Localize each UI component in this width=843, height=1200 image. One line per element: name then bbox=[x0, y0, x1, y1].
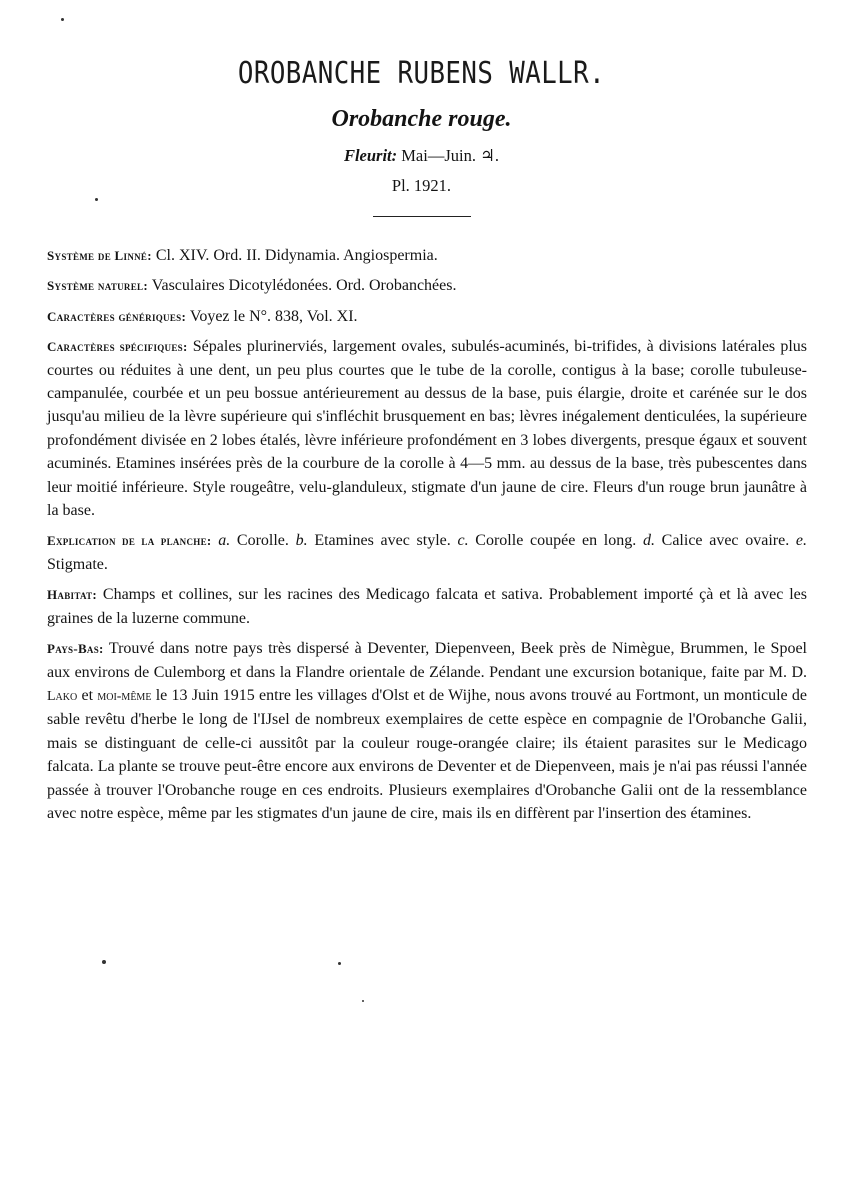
legend-key-a: a. bbox=[218, 532, 231, 550]
section-label: Habitat: bbox=[47, 587, 98, 603]
page-title: OROBANCHE RUBENS WALLR. bbox=[237, 56, 606, 91]
section-label: Caractères spécifiques: bbox=[47, 339, 188, 355]
section-text: Vasculaires Dicotylédonées. Ord. Orobanchées. bbox=[151, 277, 457, 295]
legend-text-c: Corolle coupée en long. bbox=[475, 532, 637, 550]
section-label: Pays-Bas: bbox=[47, 641, 104, 657]
flowering-label: Fleurit: bbox=[343, 146, 398, 165]
legend-text-d: Calice avec ovaire. bbox=[661, 532, 790, 550]
header-divider bbox=[373, 216, 471, 217]
scan-speck bbox=[102, 960, 106, 964]
person-name-moi-meme: moi-même bbox=[97, 688, 152, 704]
section-label: Système naturel: bbox=[47, 278, 148, 294]
legend-text-e: Stigmate. bbox=[47, 555, 108, 573]
section-naturel bbox=[47, 274, 807, 297]
section-habitat bbox=[47, 583, 807, 630]
section-linne bbox=[47, 244, 807, 267]
section-paysbas bbox=[47, 637, 807, 825]
legend-key-c: c. bbox=[457, 532, 469, 550]
section-text: Voyez le N°. 838, Vol. XI. bbox=[189, 307, 358, 325]
section-label: Système de Linné: bbox=[47, 248, 152, 263]
flowering-value: Mai—Juin. ♃. bbox=[401, 146, 500, 165]
section-text-continued: le 13 Juin 1915 entre les villages d'Olst et de Wijhe, nous avons trouvé au Fortmont, un monticule de sable revêtu d'herbe le long de l'IJsel de nombreux exemplaires de cette espèce en compagnie de l'Orobanche Galii, mais se distinguant de celle-ci aussitôt par la couleur rouge-orangée claire; ils étaient parasites sur le Medicago falcata. La plante se trouve peut-être encore aux environs de Deventer et de Diepenveen, mais je n'ai pas réussi l'année passée à trouver l'Orobanche rouge en ces endroits. Plusieurs exemplaires d'Orobanche Galii ont de la ressemblance avec notre espèce, même par les stigmates d'un jaune de cire, mais ils en diffèrent par l'insertion des étamines. bbox=[47, 686, 808, 822]
scan-speck bbox=[362, 1000, 364, 1002]
section-text: Sépales plurinerviés, largement ovales, subulés-acuminés, bi-trifides, à divisions latérales plus courtes ou réduites à une dent, un peu plus courtes que le tube de la corolle, contigus à la base; corolle tubuleuse-campanulée, courbée et un peu bossue antérieurement au dessus de la base, puis élargie, droite et carénée sur le dos jusqu'au milieu de la lèvre supérieure qui s'infléchit brusquement en bas; lèvres inégalement denticulées, la supérieure profondément divisée en 2 lobes étalés, lèvre inférieure profondément en 3 lobes divergents, presque égaux et souvent acuminés. Etamines insérées près de la courbure de la corolle à 4—5 mm. au dessus de la base, très pubescentes dans leur moitié inférieure. Style rougeâtre, velu-glanduleux, stigmate d'un jaune de cire. Fleurs d'un rouge brun jaunâtre à la base. bbox=[47, 338, 807, 520]
scan-speck bbox=[95, 198, 98, 201]
legend-key-e: e. bbox=[795, 532, 808, 550]
legend-text-b: Etamines avec style. bbox=[314, 532, 451, 550]
conjunction: et bbox=[81, 686, 94, 704]
plate-number: Pl. 1921. bbox=[391, 176, 452, 195]
legend-text-a: Corolle. bbox=[236, 532, 289, 550]
section-label: Caractères génériques: bbox=[47, 308, 187, 324]
section-text: Trouvé dans notre pays très dispersé à Deventer, Diepenveen, Beek près de Nimègue, Brummen, le Spoel aux environs de Culemborg et dans la Flandre orientale de Zélande. Pendant une excursion botanique, faite par M. D. bbox=[47, 640, 808, 681]
legend-key-d: d. bbox=[642, 532, 655, 550]
section-text: Cl. XIV. Ord. II. Didynamia. Angiospermia. bbox=[155, 247, 438, 264]
section-text: Champs et collines, sur les racines des Medicago falcata et sativa. Probablement importé çà et là avec les graines de la luzerne commune. bbox=[47, 586, 808, 627]
section-generiques bbox=[47, 305, 807, 328]
section-specifiques bbox=[47, 335, 807, 522]
description-body bbox=[47, 244, 807, 832]
page-subtitle: Orobanche rouge. bbox=[331, 106, 512, 132]
scan-speck bbox=[338, 962, 341, 965]
section-label: Explication de la planche: bbox=[47, 533, 212, 549]
scan-speck bbox=[61, 18, 64, 21]
section-explication bbox=[47, 529, 807, 576]
flowering-line bbox=[0, 146, 843, 166]
person-name-lako: Lako bbox=[47, 688, 78, 704]
legend-key-b: b. bbox=[295, 532, 308, 550]
